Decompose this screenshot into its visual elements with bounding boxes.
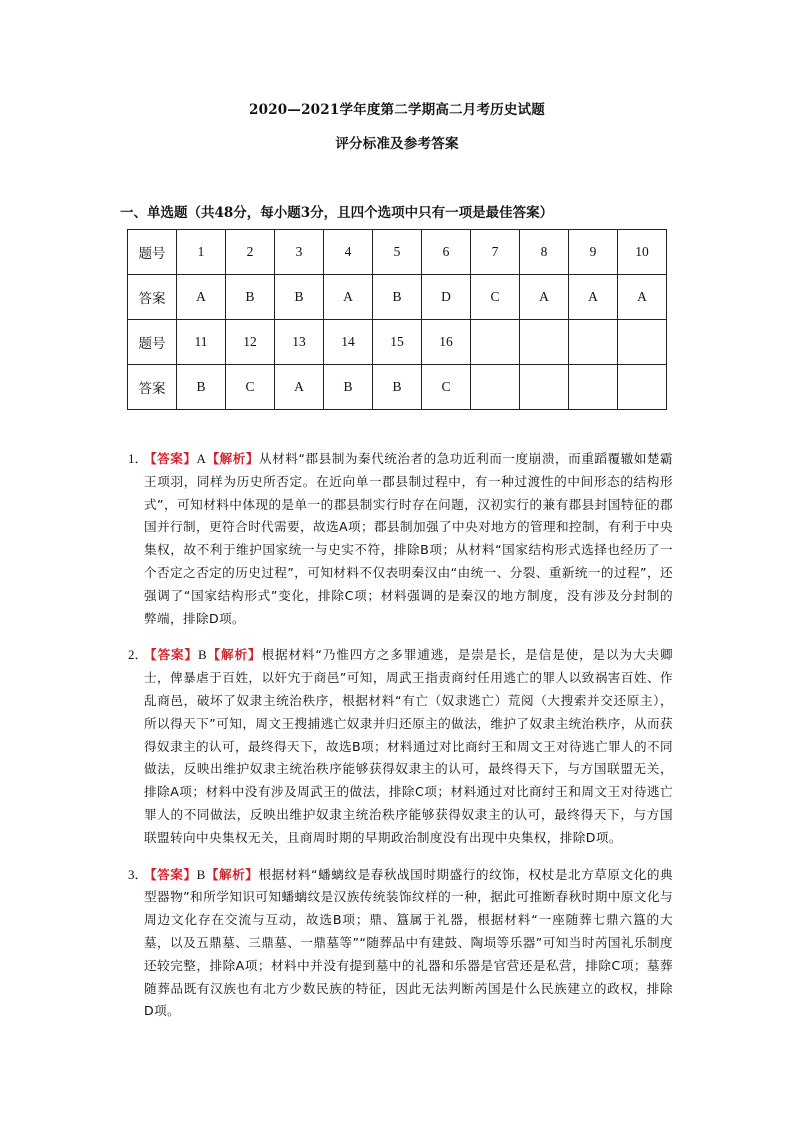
- analysis-tag: 【解析】: [206, 451, 259, 466]
- question-number-cell: 3: [275, 230, 324, 275]
- question-number-cell: 14: [324, 320, 373, 365]
- answer-explanations: [128, 448, 673, 1037]
- answer-cell: [569, 365, 618, 410]
- answer-cell: B: [373, 365, 422, 410]
- item-number: 3．: [128, 866, 148, 882]
- analysis-text: 从材料“郡县制为秦代统治者的急功近利而一度崩溃，而重蹈覆辙如楚霸王项羽，同样为历史所否定。在近向单一郡县制过程中，有一种过渡性的中间形态的结构形式”，可知材料中体现的是单一的郡县制实行时存在问题，汉初实行的兼有郡县封国特征的郡国并行制，更符合时代需要，故选A项；郡县制加强了中央对地方的管理和控制，有利于中央集权，故不利于维护国家统一与史实不符，排除B项；从材料“国家结构形式选择也经历了一个否定之否定的历史过程”，可知材料不仅表明秦汉由“由统一、分裂、重新统一的过程”，还强调了“国家结构形式”变化，排除C项；材料强调的是秦汉的地方制度，没有涉及分封制的弊端，排除D项。: [144, 451, 673, 626]
- answer-cell: [520, 365, 569, 410]
- item-number: 2．: [128, 647, 148, 663]
- table-row: [128, 320, 667, 365]
- explanation-item: [128, 448, 673, 630]
- item-number: 1．: [128, 451, 148, 466]
- answer-cell: C: [422, 365, 471, 410]
- analysis-tag: 【解析】: [205, 866, 259, 882]
- table-row: [128, 275, 667, 320]
- answer-cell: B: [226, 275, 275, 320]
- answer-cell: D: [422, 275, 471, 320]
- answer-tag: 【答案】: [144, 866, 197, 882]
- answer-cell: A: [177, 275, 226, 320]
- answer-key: B: [196, 866, 206, 882]
- answer-cell: B: [177, 365, 226, 410]
- answer-cell: A: [275, 365, 324, 410]
- question-number-cell: 7: [471, 230, 520, 275]
- row-label: 答案: [128, 275, 177, 320]
- question-number-cell: 11: [177, 320, 226, 365]
- row-label: 题号: [128, 230, 177, 275]
- page-subtitle: 评分标准及参考答案: [335, 136, 459, 152]
- answer-table: [127, 229, 667, 410]
- answer-cell: [471, 365, 520, 410]
- question-number-cell: 12: [226, 320, 275, 365]
- question-number-cell: 9: [569, 230, 618, 275]
- answer-tag: 【答案】: [144, 451, 197, 466]
- question-number-cell: 10: [618, 230, 667, 275]
- item-text: [144, 644, 673, 849]
- row-label: 题号: [128, 320, 177, 365]
- answer-cell: A: [618, 275, 667, 320]
- answer-cell: B: [275, 275, 324, 320]
- answer-cell: B: [373, 275, 422, 320]
- question-number-cell: 16: [422, 320, 471, 365]
- question-number-cell: [471, 320, 520, 365]
- question-number-cell: 2: [226, 230, 275, 275]
- answer-cell: A: [324, 275, 373, 320]
- question-number-cell: 15: [373, 320, 422, 365]
- question-number-cell: 6: [422, 230, 471, 275]
- answer-key: B: [197, 647, 208, 663]
- analysis-text: 根据材料“乃惟四方之多罪逋逃，是崇是长，是信是使，是以为大夫卿士，俾暴虐于百姓，以奸宄于商邑”可知，周武王指责商纣任用逃亡的罪人以致祸害百姓、作乱商邑，破坏了奴隶主统治秩序，根据材料“有亡（奴隶逃亡）荒阅（大搜索并交还原主），所以得天下”可知，周文王搜捕逃亡奴隶并归还原主的做法，维护了奴隶主统治秩序，从而获得奴隶主的认可，最终得天下，故选B项；材料通过对比商纣王和周文王对待逃亡罪人的不同做法，反映出维护奴隶主统治秩序能够获得奴隶主的认可，最终得天下，与方国联盟无关，排除A项；材料中没有涉及周武王的做法，排除C项；材料通过对比商纣王和周文王对待逃亡罪人的不同做法，反映出维护奴隶主统治秩序能够获得奴隶主的认可，最终得天下，与方国联盟转向中央集权无关，且商周时期的早期政治制度没有出现中央集权，排除D项。: [144, 647, 673, 845]
- table-row: [128, 230, 667, 275]
- section-heading: 一、单选题（共48分，每小题3分，且四个选项中只有一项是最佳答案）: [120, 205, 554, 221]
- analysis-tag: 【解析】: [207, 647, 262, 663]
- question-number-cell: [618, 320, 667, 365]
- question-number-cell: 5: [373, 230, 422, 275]
- answer-cell: A: [569, 275, 618, 320]
- explanation-item: [128, 644, 673, 849]
- answer-cell: C: [226, 365, 275, 410]
- answer-cell: [618, 365, 667, 410]
- question-number-cell: 8: [520, 230, 569, 275]
- explanation-item: [128, 864, 673, 1024]
- question-number-cell: [520, 320, 569, 365]
- analysis-text: 根据材料“蟠螭纹是春秋战国时期盛行的纹饰，权杖是北方草原文化的典型器物”和所学知识可知蟠螭纹是汉族传统装饰纹样的一种，据此可推断春秋时期中原文化与周边文化存在交流与互动，故选B项；鼎、簋属于礼器，根据材料“一座随葬七鼎六簋的大墓，以及五鼎墓、三鼎墓、一鼎墓等”“随葬品中有建鼓、陶埙等乐器”可知当时芮国礼乐制度还较完整，排除A项；材料中并没有提到墓中的礼器和乐器是官营还是私营，排除C项；墓葬随葬品既有汉族也有北方少数民族的特征，因此无法判断芮国是什么民族建立的政权，排除D项。: [144, 866, 674, 1019]
- page-title: 2020—2021学年度第二学期高二月考历史试题: [249, 102, 545, 118]
- answer-cell: B: [324, 365, 373, 410]
- item-text: [144, 864, 673, 1024]
- answer-tag: 【答案】: [144, 647, 198, 663]
- question-number-cell: [569, 320, 618, 365]
- answer-cell: C: [471, 275, 520, 320]
- answer-cell: A: [520, 275, 569, 320]
- answer-key: A: [196, 451, 207, 466]
- row-label: 答案: [128, 365, 177, 410]
- item-text: [144, 448, 673, 630]
- question-number-cell: 1: [177, 230, 226, 275]
- question-number-cell: 4: [324, 230, 373, 275]
- question-number-cell: 13: [275, 320, 324, 365]
- table-row: [128, 365, 667, 410]
